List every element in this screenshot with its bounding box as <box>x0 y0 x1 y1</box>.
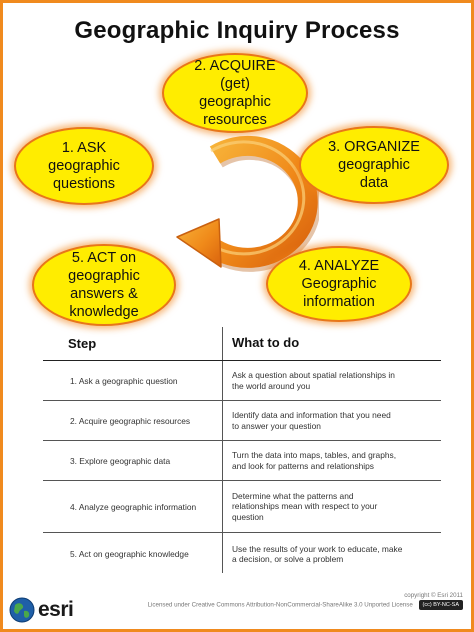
table-row <box>43 481 441 533</box>
todo-line: a decision, or solve a problem <box>232 554 344 564</box>
bubble-act-line-1: 5. ACT on <box>71 250 137 266</box>
todo-cell <box>232 533 441 575</box>
bubble-acquire <box>162 53 308 133</box>
bubble-analyze-line-3: information <box>303 294 375 310</box>
todo-line: Ask a question about spatial relationships in <box>232 370 395 380</box>
license-footer <box>148 591 463 610</box>
table-row <box>43 401 441 441</box>
license-text: Licensed under Creative Commons Attribution-NonCommercial-ShareAlike 3.0 Unported License <box>147 601 413 609</box>
bubble-act-line-4: knowledge <box>69 304 139 320</box>
todo-line: and look for patterns and relationships <box>232 460 374 471</box>
license-line <box>148 600 463 610</box>
bubble-analyze-line-1: 4. ANALYZE <box>298 258 380 274</box>
todo-line: Identify data and information that you need <box>232 410 391 420</box>
bubble-organize <box>299 126 449 204</box>
todo-line: Determine what the patterns and <box>232 490 354 501</box>
cc-license-badge: (cc) BY-NC-SA <box>419 600 463 610</box>
bubble-act-line-3: answers & <box>70 286 138 302</box>
table-header <box>43 327 441 361</box>
table-row <box>43 441 441 481</box>
bubble-acquire-line-4: resources <box>203 112 267 128</box>
bubble-act-line-2: geographic <box>68 268 140 284</box>
step-cell: 2. Acquire geographic resources <box>70 415 191 426</box>
bubble-organize-line-3: data <box>359 175 389 191</box>
bubble-act <box>32 244 176 326</box>
step-cell: 1. Ask a geographic question <box>70 375 178 386</box>
todo-line: Use the results of your work to educate, make <box>232 543 403 554</box>
table-row <box>43 361 441 401</box>
header-step: Step <box>68 336 97 351</box>
cc-badge-text: BY-NC-SA <box>433 602 459 608</box>
bubble-organize-line-1: 3. ORGANIZE <box>328 139 420 155</box>
step-cell: 3. Explore geographic data <box>70 455 171 466</box>
todo-cell <box>232 481 441 532</box>
todo-line: Turn the data into maps, tables, and graphs, <box>232 450 397 460</box>
header-what-to-do: What to do <box>232 335 300 351</box>
bubble-ask <box>14 127 154 205</box>
bubble-ask-line-3: questions <box>52 176 116 192</box>
esri-wordmark: esri <box>38 598 74 621</box>
globe-icon <box>9 597 35 623</box>
steps-table <box>43 327 441 575</box>
bubble-ask-line-2: geographic <box>48 158 120 174</box>
bubble-organize-line-2: geographic <box>338 157 410 173</box>
todo-cell <box>232 441 441 480</box>
todo-line: to answer your question <box>232 420 321 431</box>
bubble-acquire-line-1: 2. ACQUIRE <box>194 58 276 74</box>
todo-line: the world around you <box>232 380 311 391</box>
bubble-ask-line-1: 1. ASK <box>61 140 107 156</box>
esri-logo <box>9 597 73 623</box>
todo-line: question <box>232 511 264 522</box>
page-title: Geographic Inquiry Process <box>74 17 400 44</box>
copyright-text: copyright © Esri 2011 <box>404 592 463 599</box>
bubble-acquire-line-2: (get) <box>220 76 250 92</box>
bubble-acquire-line-3: geographic <box>199 94 271 110</box>
todo-cell <box>232 401 441 440</box>
bubble-analyze-line-2: Geographic <box>301 276 377 292</box>
step-cell: 4. Analyze geographic information <box>70 501 197 512</box>
bubble-analyze <box>266 246 412 322</box>
table-row <box>43 533 441 575</box>
step-cell: 5. Act on geographic knowledge <box>70 549 189 559</box>
todo-line: relationships mean with respect to your <box>232 501 378 512</box>
todo-cell <box>232 361 441 400</box>
